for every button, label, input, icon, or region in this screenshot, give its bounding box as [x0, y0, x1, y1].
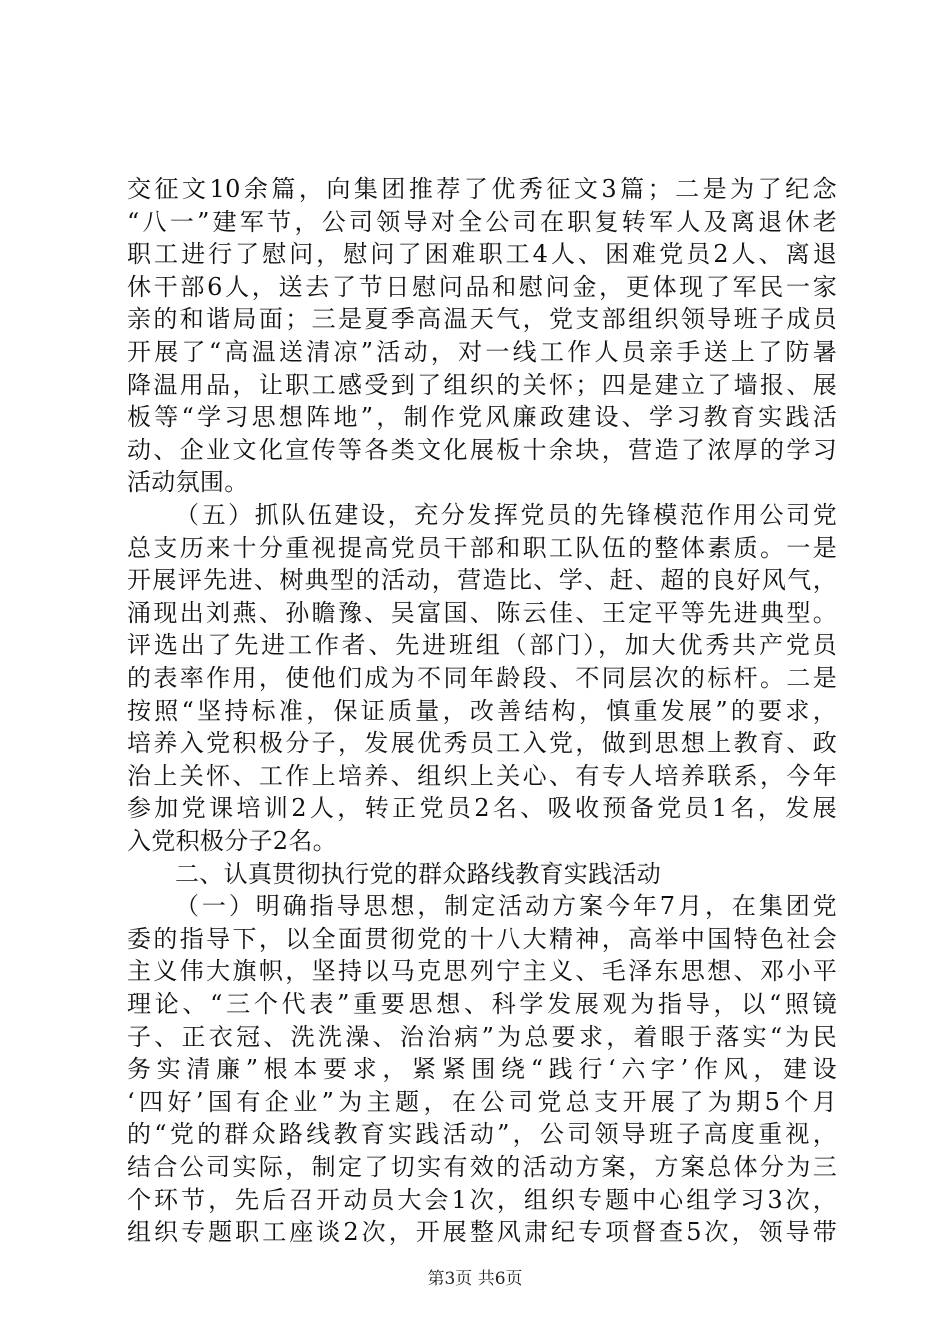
text-line: 个环节，先后召开动员大会1次，组织专题中心组学习3次，	[127, 1185, 837, 1214]
text-line: 理论、“三个代表”重要思想、科学发展观为指导，以“照镜	[127, 990, 837, 1018]
text-line: 交征文10余篇，向集团推荐了优秀征文3篇；二是为了纪念	[127, 175, 837, 203]
text-line: 动、企业文化宣传等各类文化展板十余块，营造了浓厚的学习	[127, 435, 837, 464]
text-line: 按照“坚持标准，保证质量，改善结构，慎重发展”的要求，	[127, 696, 837, 725]
text-line: 降温用品，让职工感受到了组织的关怀；四是建立了墙报、展	[127, 370, 837, 399]
text-line: 涌现出刘燕、孙瞻豫、吴富国、陈云佳、王定平等先进典型。	[127, 598, 837, 627]
text-line: 板等“学习思想阵地”，制作党风廉政建设、学习教育实践活	[127, 403, 837, 432]
text-line: 亲的和谐局面；三是夏季高温天气，党支部组织领导班子成员	[127, 305, 837, 334]
paragraph-first-line: （一）明确指导思想，制定活动方案今年7月，在集团党	[175, 892, 837, 921]
text-line: 结合公司实际，制定了切实有效的活动方案，方案总体分为三	[127, 1153, 837, 1181]
text-line: 组织专题职工座谈2次，开展整风肃纪专项督查5次，领导带	[127, 1218, 837, 1247]
text-line: 治上关怀、工作上培养、组织上关心、有专人培养联系，今年	[127, 761, 837, 790]
text-line: 总支历来十分重视提高党员干部和职工队伍的整体素质。一是	[127, 533, 837, 562]
text-line: “八一”建军节，公司领导对全公司在职复转军人及离退休老	[127, 207, 837, 236]
text-line: 开展评先进、树典型的活动，营造比、学、赶、超的良好风气，	[127, 566, 837, 595]
text-line: 的“党的群众路线教育实践活动”，公司领导班子高度重视，	[127, 1120, 837, 1149]
text-line: 评选出了先进工作者、先进班组（部门），加大优秀共产党员	[127, 631, 837, 660]
text-line: ‘四好’国有企业”为主题，在公司党总支开展了为期5个月	[127, 1087, 837, 1116]
text-line: 活动氛围。	[127, 468, 249, 497]
text-line: 务实清廉”根本要求，紧紧围绕“践行‘六字’作风，建设	[127, 1055, 837, 1084]
text-line: 开展了“高温送清凉”活动，对一线工作人员亲手送上了防暑	[127, 338, 837, 366]
text-line: 休干部6人，送去了节日慰问品和慰问金，更体现了军民一家	[127, 272, 837, 301]
paragraph-first-line: （五）抓队伍建设，充分发挥党员的先锋模范作用公司党	[175, 501, 837, 529]
text-line: 委的指导下，以全面贯彻党的十八大精神，高举中国特色社会	[127, 924, 837, 953]
text-line: 培养入党积极分子，发展优秀员工入党，做到思想上教育、政	[127, 729, 837, 758]
text-line: 子、正衣冠、洗洗澡、治治病”为总要求，着眼于落实“为民	[127, 1022, 837, 1051]
text-line: 入党积极分子2名。	[127, 827, 337, 855]
page-number-footer: 第3页 共6页	[427, 1269, 523, 1289]
text-line: 的表率作用，使他们成为不同年龄段、不同层次的标杆。二是	[127, 664, 837, 692]
text-line: 参加党课培训2人，转正党员2名、吸收预备党员1名，发展	[127, 794, 837, 823]
text-line: 主义伟大旗帜，坚持以马克思列宁主义、毛泽东思想、邓小平	[127, 957, 837, 986]
section-heading: 二、认真贯彻执行党的群众路线教育实践活动	[175, 859, 661, 888]
text-line: 职工进行了慰问，慰问了困难职工4人、困难党员2人、离退	[127, 240, 837, 269]
